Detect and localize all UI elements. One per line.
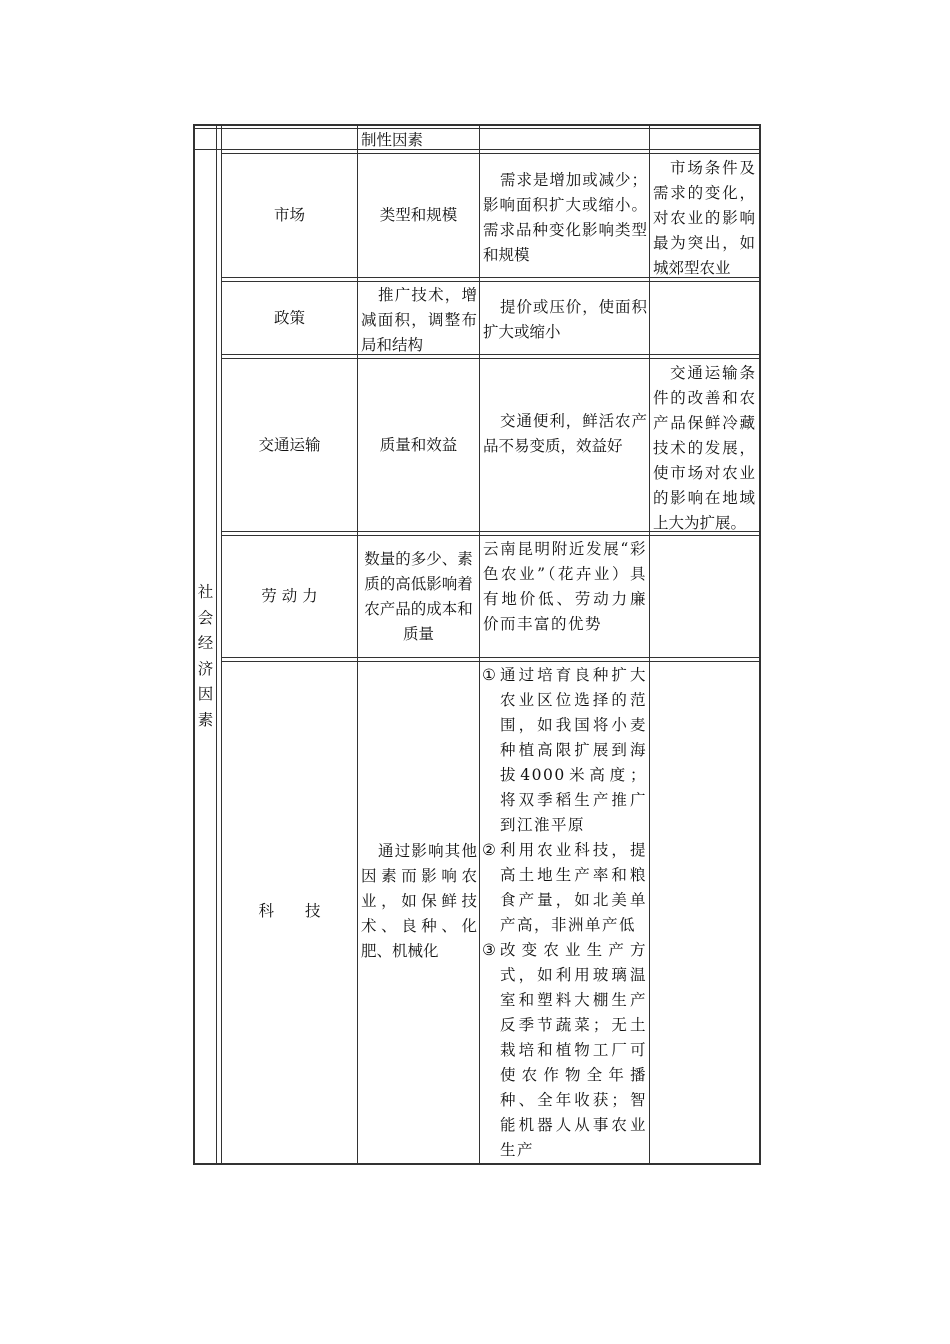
influence-text: 数量的多少、素质的高低影响着农产品的成本和质量: [364, 549, 473, 643]
mechanism-text: 提价或压价，使面积扩大或缩小: [483, 298, 647, 341]
item-text: 改变农业生产方式，如利用玻璃温室和塑料大棚生产反季节蔬菜；无土栽培和植物工厂可使农作物全年播种、全年收获；智能机器人从事农业生产: [500, 941, 647, 1159]
row-tech-mechanism: [480, 663, 649, 1161]
list-item: [482, 663, 647, 838]
list-item: [482, 938, 647, 1163]
row-market-factor: [222, 154, 357, 277]
row-labor-influence: [358, 536, 479, 657]
row-transport-influence: [358, 359, 479, 531]
group-label-char: 济: [197, 659, 214, 678]
group-label-char: 因: [197, 685, 214, 703]
item-number: ②: [482, 841, 496, 859]
factors-table: [193, 124, 761, 1165]
group-label-char: 经: [197, 634, 214, 652]
factor-label: 交通运输: [258, 435, 321, 454]
row-transport-note: [650, 360, 757, 531]
row-market-note: [650, 155, 757, 277]
row-tech-influence: [358, 838, 479, 968]
list-item: [482, 838, 647, 938]
row-policy-influence: [358, 282, 479, 354]
row-transport-mechanism: [480, 408, 649, 518]
row-policy-factor: [222, 282, 357, 354]
factor-label: 市场: [273, 206, 305, 224]
group-label: [195, 580, 216, 740]
note-text: 交通运输条件的改善和农产品保鲜冷藏技术的发展，使市场对农业的影响在地域上大为扩展。: [653, 364, 755, 532]
row-market-mechanism: [480, 167, 649, 277]
mechanism-text: 需求是增加或减少；影响面积扩大或缩小。需求品种变化影响类型和规模: [483, 171, 647, 264]
mechanism-text: 云南昆明附近发展“彩色农业”（花卉业）具有地价低、劳动力廉价而丰富的优势: [483, 540, 647, 633]
influence-text: 质量和效益: [379, 435, 458, 454]
row-market-influence: [358, 154, 479, 277]
mechanism-text: 交通便利，鲜活农产品不易变质，效益好: [483, 412, 647, 455]
group-label-char: 社: [197, 583, 214, 601]
row-policy-mechanism: [480, 294, 649, 354]
row-labor-mechanism: [480, 537, 649, 657]
group-label-char: 会: [197, 608, 214, 627]
influence-text: 类型和规模: [379, 206, 458, 224]
group-label-char: 素: [197, 710, 214, 729]
top-row-text: 制性因素: [361, 131, 424, 149]
row-tech-factor: [222, 662, 357, 1161]
note-text: 市场条件及需求的变化，对农业的影响最为突出，如城郊型农业: [653, 159, 755, 277]
item-text: 利用农业科技，提高土地生产率和粮食产量，如北美单产高，非洲单产低: [500, 841, 647, 934]
influence-text: 通过影响其他因素而影响农业，如保鲜技术、良种、化肥、机械化: [361, 842, 477, 960]
item-number: ③: [482, 941, 496, 959]
factor-label: 劳 动 力: [261, 587, 318, 605]
item-text: 通过培育良种扩大农业区位选择的范围，如我国将小麦种植高限扩展到海拔4000米高度；将双季稻生产推广到江淮平原: [500, 666, 647, 834]
factor-label: 政策: [273, 308, 305, 327]
influence-text: 推广技术，增减面积，调整布局和结构: [361, 286, 477, 354]
row-transport-factor: [222, 359, 357, 531]
row-labor-factor: [222, 536, 357, 657]
top-row-cell: [359, 128, 477, 150]
item-number: ①: [482, 666, 496, 684]
factor-label: 科 技: [258, 902, 321, 920]
